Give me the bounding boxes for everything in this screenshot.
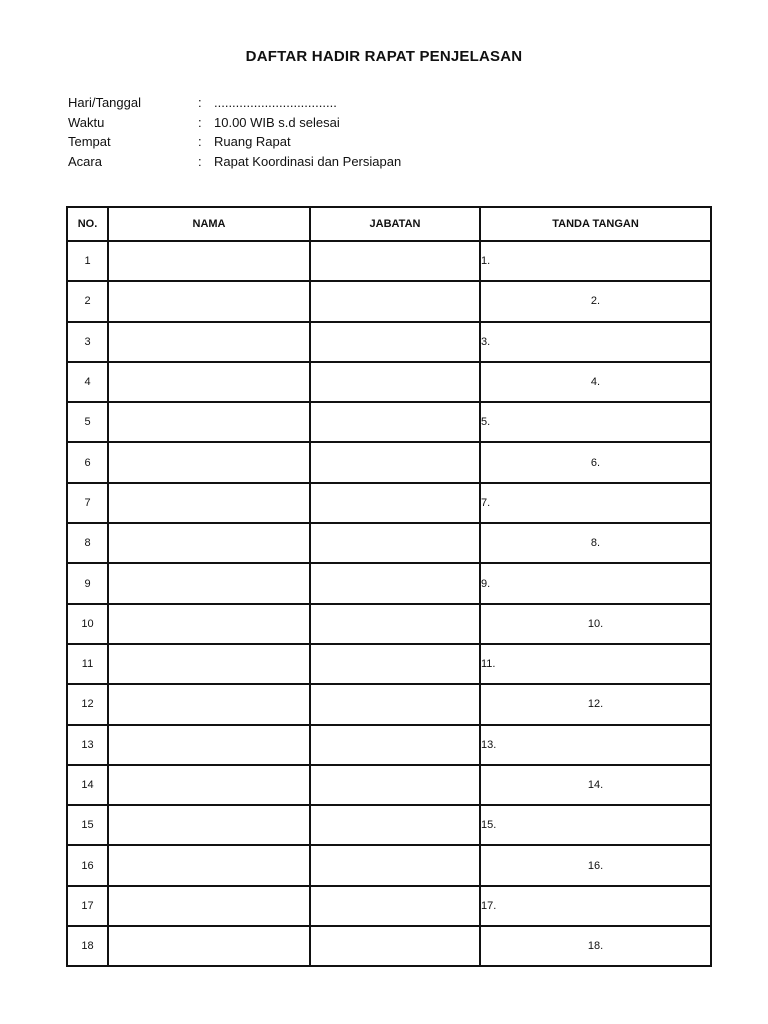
- row-number: 15: [67, 805, 108, 845]
- nama-cell[interactable]: [108, 483, 310, 523]
- jabatan-cell[interactable]: [310, 281, 480, 321]
- row-number: 10: [67, 604, 108, 644]
- signature-cell[interactable]: 8.: [480, 523, 711, 563]
- jabatan-cell[interactable]: [310, 241, 480, 281]
- signature-cell[interactable]: 6.: [480, 442, 711, 482]
- row-number: 13: [67, 725, 108, 765]
- table-row: [67, 765, 711, 805]
- signature-cell[interactable]: 2.: [480, 281, 711, 321]
- table-row: [67, 322, 711, 362]
- signature-cell[interactable]: 7.: [480, 483, 711, 523]
- nama-cell[interactable]: [108, 322, 310, 362]
- signature-cell[interactable]: 14.: [480, 765, 711, 805]
- table-row: [67, 563, 711, 603]
- table-row: [67, 402, 711, 442]
- row-number: 14: [67, 765, 108, 805]
- jabatan-cell[interactable]: [310, 523, 480, 563]
- signature-cell[interactable]: 17.: [480, 886, 711, 926]
- table-row: [67, 442, 711, 482]
- nama-cell[interactable]: [108, 845, 310, 885]
- info-value: Ruang Rapat: [214, 134, 291, 149]
- row-number: 3: [67, 322, 108, 362]
- signature-cell[interactable]: 4.: [480, 362, 711, 402]
- info-value: ..................................: [214, 95, 337, 110]
- row-number: 9: [67, 563, 108, 603]
- nama-cell[interactable]: [108, 241, 310, 281]
- table-row: [67, 845, 711, 885]
- jabatan-cell[interactable]: [310, 684, 480, 724]
- info-colon: :: [198, 95, 202, 110]
- jabatan-cell[interactable]: [310, 845, 480, 885]
- table-row: [67, 523, 711, 563]
- document-title: DAFTAR HADIR RAPAT PENJELASAN: [245, 48, 523, 65]
- signature-cell[interactable]: 10.: [480, 604, 711, 644]
- table-row: [67, 684, 711, 724]
- table-row: [67, 604, 711, 644]
- info-label: Acara: [68, 153, 102, 169]
- row-number: 1: [67, 241, 108, 281]
- table-body: [67, 241, 711, 966]
- jabatan-cell[interactable]: [310, 886, 480, 926]
- table-row: [67, 926, 711, 966]
- nama-cell[interactable]: [108, 523, 310, 563]
- info-colon: :: [198, 153, 202, 169]
- row-number: 2: [67, 281, 108, 321]
- info-value: Rapat Koordinasi dan Persiapan: [214, 153, 402, 169]
- signature-cell[interactable]: 13.: [480, 725, 711, 765]
- nama-cell[interactable]: [108, 644, 310, 684]
- jabatan-cell[interactable]: [310, 604, 480, 644]
- info-label: Hari/Tanggal: [68, 95, 141, 110]
- info-colon: :: [198, 134, 202, 149]
- nama-cell[interactable]: [108, 362, 310, 402]
- table-row: [67, 725, 711, 765]
- table-row: [67, 805, 711, 845]
- table-header-row: [67, 207, 711, 241]
- nama-cell[interactable]: [108, 684, 310, 724]
- info-colon: :: [198, 114, 202, 130]
- jabatan-cell[interactable]: [310, 563, 480, 603]
- jabatan-cell[interactable]: [310, 765, 480, 805]
- table-row: [67, 362, 711, 402]
- nama-cell[interactable]: [108, 725, 310, 765]
- row-number: 17: [67, 886, 108, 926]
- nama-cell[interactable]: [108, 805, 310, 845]
- jabatan-cell[interactable]: [310, 362, 480, 402]
- row-number: 12: [67, 684, 108, 724]
- jabatan-cell[interactable]: [310, 725, 480, 765]
- signature-cell[interactable]: 12.: [480, 684, 711, 724]
- table-row: [67, 886, 711, 926]
- jabatan-cell[interactable]: [310, 926, 480, 966]
- signature-cell[interactable]: 1.: [480, 241, 711, 281]
- signature-cell[interactable]: 3.: [480, 322, 711, 362]
- table-row: [67, 281, 711, 321]
- signature-cell[interactable]: 15.: [480, 805, 711, 845]
- jabatan-cell[interactable]: [310, 402, 480, 442]
- table-row: [67, 644, 711, 684]
- nama-cell[interactable]: [108, 402, 310, 442]
- nama-cell[interactable]: [108, 442, 310, 482]
- nama-cell[interactable]: [108, 926, 310, 966]
- info-value: 10.00 WIB s.d selesai: [214, 114, 340, 130]
- info-label: Waktu: [68, 114, 105, 130]
- signature-cell[interactable]: 18.: [480, 926, 711, 966]
- header-no: NO.: [67, 207, 108, 241]
- row-number: 4: [67, 362, 108, 402]
- table-row: [67, 483, 711, 523]
- row-number: 7: [67, 483, 108, 523]
- nama-cell[interactable]: [108, 765, 310, 805]
- row-number: 8: [67, 523, 108, 563]
- header-nama: NAMA: [108, 207, 310, 241]
- jabatan-cell[interactable]: [310, 483, 480, 523]
- row-number: 5: [67, 402, 108, 442]
- nama-cell[interactable]: [108, 563, 310, 603]
- jabatan-cell[interactable]: [310, 442, 480, 482]
- signature-cell[interactable]: 5.: [480, 402, 711, 442]
- row-number: 18: [67, 926, 108, 966]
- attendance-table: [66, 206, 712, 967]
- info-label: Tempat: [68, 134, 111, 149]
- jabatan-cell[interactable]: [310, 644, 480, 684]
- row-number: 16: [67, 845, 108, 885]
- header-jabatan: JABATAN: [310, 207, 480, 241]
- signature-cell[interactable]: 16.: [480, 845, 711, 885]
- row-number: 11: [67, 644, 108, 684]
- nama-cell[interactable]: [108, 281, 310, 321]
- signature-cell[interactable]: 9.: [480, 563, 711, 603]
- row-number: 6: [67, 442, 108, 482]
- nama-cell[interactable]: [108, 886, 310, 926]
- jabatan-cell[interactable]: [310, 322, 480, 362]
- header-tanda-tangan: TANDA TANGAN: [480, 207, 711, 241]
- signature-cell[interactable]: 11.: [480, 644, 711, 684]
- nama-cell[interactable]: [108, 604, 310, 644]
- table-row: [67, 241, 711, 281]
- jabatan-cell[interactable]: [310, 805, 480, 845]
